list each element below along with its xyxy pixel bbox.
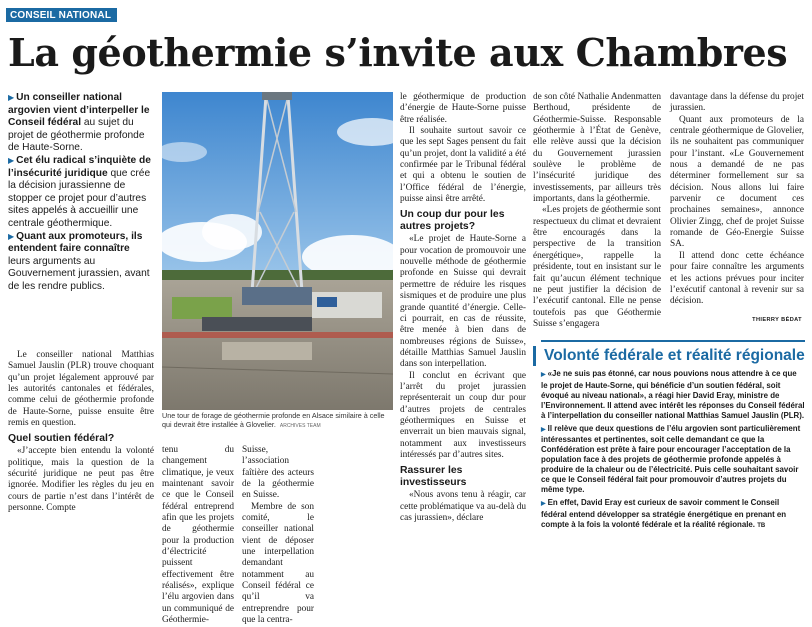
author-signature: THIERRY BÉDAT	[752, 317, 802, 323]
drilling-tower-photo	[162, 92, 393, 410]
sidebar-paragraph: ▶ En effet, David Eray est curieux de savoir comment le Conseil fédéral entend développer sa stratégie énergétique en prenant en compte à la fois la volonté fédérale et la réalité régionale. TB	[541, 497, 787, 529]
subheading: Un coup dur pour les autres projets?	[400, 209, 505, 233]
article-column-1	[8, 350, 154, 514]
triangle-bullet-icon: ▶	[541, 426, 546, 433]
paragraph: «Le projet de Haute-Sorne a pour vocation de promouvoir une nouvelle méthode de géothermie profonde en Suisse qui devrait permettre de réduire les risques sismiques et de produire une plus grande quantité d’énergie. Celle-ci pourrait, en cas de réussite, être menée à bien dans de nombreuses régions de Suisse», détaille Matthias Samuel Jauslin dans son interpellation.	[400, 234, 526, 370]
triangle-bullet-icon: ▶	[8, 231, 15, 241]
paragraph: davantage dans la défense du projet jurassien.	[670, 92, 804, 114]
paragraph: Il souhaite surtout savoir ce que les sept Sages pensent du fait qu’un projet, dont la validité a été confirmée par le Tribunal fédéral et qui a obtenu le soutien de l’Office fédéral de l’énergie, puisse ainsi être arrêté.	[400, 126, 526, 205]
article-column-3	[242, 445, 314, 627]
photo-caption: Une tour de forage de géothermie profonde en Alsace similaire à celle qui devrait être installée à Glovelier. ARCHIVES TEAM	[162, 411, 385, 429]
lead-item: ▶ Quant aux promoteurs, ils entendent faire connaître leurs arguments au Gouvernement jurassien, avant de les rendre publics.	[8, 230, 150, 292]
paragraph: Suisse, l’association faîtière des acteurs de la géothermie en Suisse.	[242, 445, 314, 501]
author-initials: TB	[757, 522, 766, 529]
triangle-bullet-icon: ▶	[8, 93, 15, 102]
article-column-2	[162, 445, 234, 627]
sidebar-box	[541, 340, 805, 545]
article-column-6	[670, 92, 804, 308]
subheading: Quel soutien fédéral?	[8, 433, 115, 445]
paragraph: Il conclut en écrivant que l’arrêt du projet jurassien représenterait un coup dur pour d’autres projets de centrales géothermiques en Suisse et enverrait un bien mauvais signal, notamment aux investisseurs intéressés par d’autres sites.	[400, 370, 526, 460]
lead-item: ▶ Un conseiller national argovien vient d’interpeller le Conseil fédéral au sujet du projet de géothermie profonde de Haute-Sorne.	[8, 92, 150, 154]
paragraph: tenu du changement climatique, je veux maintenant savoir ce que le Conseil fédéral entreprend afin que les projets de géothermie pour la production d’électricité puissent effectivement être réalisés», explique l’élu argovien dans un communiqué de Géothermie-	[162, 445, 234, 626]
triangle-bullet-icon: ▶	[541, 372, 546, 378]
paragraph: «J’accepte bien entendu la volonté politique, mais la question de la sécurité juridique ne peut pas être ignorée. Modifier les règles du jeu en cours de partie n’est dans l’intérêt de personne. Compte	[8, 446, 154, 514]
paragraph: «Nous avons tenu à réagir, car cette problématique va au-delà du cas jurassien», déclare	[400, 490, 526, 523]
paragraph: Quant aux promoteurs de la centrale géothermique de Glovelier, ils ne souhaitent pas communiquer pour l’instant. «Le Gouvernement nous a demandé de ne pas déterminer formellement sur sa décision. Nous allons lui faire parvenir ce document ces prochaines semaines», annonce Olivier Zingg, chef de projet Suisse romande de Géo-Energie Suisse SA.	[670, 114, 804, 250]
triangle-bullet-icon: ▶	[8, 155, 15, 165]
section-rubric: CONSEIL NATIONAL	[6, 8, 117, 22]
article-title: La géothermie s’invite aux Chambres	[8, 30, 788, 75]
triangle-bullet-icon: ▶	[541, 500, 546, 507]
paragraph: le géothermique de production d’énergie de Haute-Sorne puisse être réalisée.	[400, 92, 526, 125]
paragraph: de son côté Nathalie Andenmatten Berthoud, présidente de Géothermie-Suisse. Responsable géothermie à l’État de Genève, elle relève aussi que la décision du Gouvernement jurassien soulève le problème de l’insécurité juridique des investissements, par ailleurs très importants, dans la géothermie.	[533, 92, 661, 205]
sidebar-paragraph: ▶ Il relève que deux questions de l’élu argovien sont particulièrement intéressantes et pertinentes, soit celle demandant ce que la Confédération est prête à faire pour encourager l’acceptation de la population face à des projets de géothermie profonde appelés à produire de la chaleur ou de l’électricité. Puis celle souhaitant savoir ce que le Conseil fédéral fait pour promouvoir d’autres projets du même type.	[541, 423, 801, 494]
paragraph: Il attend donc cette échéance pour faire connaître les arguments et les actions prévues pour inciter l’exécutif cantonal à revenir sur sa décision.	[670, 250, 804, 307]
paragraph: «Les projets de géothermie sont respectueux du climat et devraient être encouragés dans la perspective de la transition énergétique», rappelle la présidente, tout en insistant sur le fait qu’aucun élément technique ne peut justifier la décision de l’exécutif cantonal. Elle ne pense toutefois pas que Géothermie Suisse s’engagera	[533, 205, 661, 329]
article-column-4	[400, 92, 526, 524]
sidebar-title: Volonté fédérale et réalité régionale	[533, 346, 805, 366]
article-column-5	[533, 92, 661, 330]
lead-item: ▶ Cet élu radical s’inquiète de l’insécurité juridique que crée la décision jurassienne de stopper ce projet pour d’autres sites appelés à accueillir une centrale géothermique.	[8, 154, 151, 229]
drilling-rig-illustration	[162, 92, 393, 410]
subheading: Rassurer les investisseurs	[400, 465, 467, 489]
paragraph: Membre de son comité, le conseiller national vient de déposer une interpellation demandant notamment au Conseil fédéral ce qu’il va entreprendre pour que la centra-	[242, 501, 314, 626]
article-lead	[8, 92, 154, 294]
photo-credit: ARCHIVES TEAM	[279, 422, 321, 429]
paragraph: Le conseiller national Matthias Samuel Jauslin (PLR) trouve choquant qu’un projet légalement approuvé par les autorités cantonales et fédérales, comme celui de géothermie profonde de Haute-Sorne, puisse ensuite être remis en question.	[8, 350, 154, 429]
sidebar-paragraph: ▶ «Je ne suis pas étonné, car nous pouvions nous attendre à ce que le projet de Haute-Sorne, qui bénéficie d’un soutien fédéral, soit évoqué au niveau national», a réagi hier David Eray, ministre de l’Environnement. Il attend avec intérêt les réponses du Conseil fédéral à l’interpellation du conseiller national Matthias Samuel Jauslin (PLR).	[541, 369, 805, 420]
